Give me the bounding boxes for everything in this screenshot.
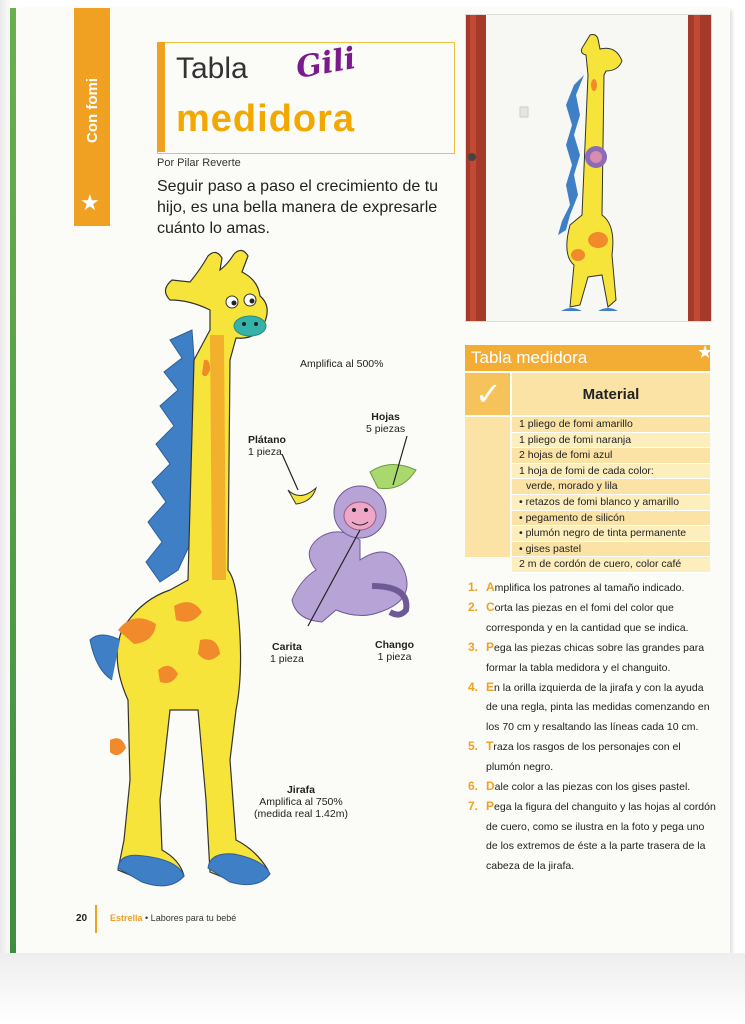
jirafa-label [254, 784, 348, 820]
footer-section: • Labores para tu bebé [142, 913, 237, 923]
jirafa-line-2: (medida real 1.42m) [254, 808, 348, 820]
title-accent-bar [157, 42, 165, 152]
material-item: 1 pliego de fomi amarillo [512, 417, 710, 433]
jirafa-name: Jirafa [286, 784, 315, 796]
step-item [468, 578, 718, 598]
title-line-2: medidora [176, 98, 356, 140]
step-text: n la orilla izquierda de la jirafa y con la ayuda de una regla, pinta las medidas comenzando en los 70 cm y resaltando las líneas cada 10 cm. [486, 682, 710, 733]
step-item [468, 638, 718, 678]
step-text: ega la figura del changuito y las hojas al cordón de cuero, como se ilustra en la foto y pega uno de los extremos de éste a la parte trasera de la cabeza de la jirafa. [486, 801, 716, 872]
step-item [468, 777, 718, 797]
checkmark-icon: ✓ [475, 376, 502, 412]
step-initial: D [486, 779, 495, 794]
star-icon: ★ [697, 342, 714, 362]
material-item: • pegamento de silicón [512, 511, 710, 527]
platano-qty: 1 pieza [248, 446, 282, 458]
banana-piece [288, 488, 316, 504]
chango-name: Chango [375, 639, 415, 651]
step-number: 4. [468, 680, 479, 695]
chango-label [375, 639, 414, 663]
giraffe-spot [110, 738, 126, 755]
material-header: Tabla medidora [465, 345, 710, 371]
giraffe-hoof [208, 854, 270, 885]
material-item: • retazos de fomi blanco y amarillo [512, 495, 710, 511]
footer-text [110, 913, 236, 923]
monkey-face [344, 502, 376, 530]
platano-label [248, 434, 286, 458]
hojas-name: Hojas [371, 411, 400, 423]
material-item: 1 pliego de fomi naranja [512, 433, 710, 449]
hojas-label [366, 411, 405, 435]
carita-name: Carita [272, 641, 302, 653]
giraffe-photo [465, 14, 712, 322]
material-item: 2 hojas de fomi azul [512, 448, 710, 464]
material-item: • plumón negro de tinta permanente [512, 526, 710, 542]
title-line-1: Tabla [176, 52, 248, 85]
amplify-label: Amplifica al 500% [300, 358, 384, 370]
hojas-qty: 5 piezas [366, 423, 406, 435]
material-item: • gises pastel [512, 542, 710, 558]
giraffe-ruler [210, 335, 226, 580]
step-text: orta las piezas en el fomi del color que corresponda y en la cantidad que se indica. [486, 602, 689, 634]
instruction-steps [468, 578, 718, 876]
material-item: 1 hoja de fomi de cada color: [512, 464, 710, 480]
carita-label [270, 641, 304, 665]
material-title: Material [582, 386, 640, 403]
step-initial: P [486, 640, 495, 655]
section-tab-label-wrap [74, 40, 110, 180]
platano-name: Plátano [248, 434, 286, 446]
gili-logo: Gili [293, 41, 359, 86]
author-credit: Por Pilar Reverte [157, 157, 241, 169]
material-list [512, 417, 710, 573]
page-number: 20 [76, 913, 88, 924]
material-item: 2 m de cordón de cuero, color café [512, 557, 710, 573]
giraffe-muzzle [234, 316, 266, 336]
step-number: 2. [468, 600, 479, 615]
step-item [468, 797, 718, 876]
step-initial: A [486, 580, 495, 594]
intro-text: Seguir paso a paso el crecimiento de tu hijo, es una bella manera de expresarle cuánto lo amas. [157, 178, 439, 237]
footer-brand: Estrella [110, 913, 143, 923]
page-edge-stripe [10, 8, 16, 953]
step-number: 7. [468, 799, 479, 814]
step-text: raza los rasgos de los personajes con el plumón negro. [486, 741, 681, 773]
carita-qty: 1 pieza [270, 653, 304, 665]
step-item [468, 737, 718, 777]
step-initial: C [486, 600, 495, 615]
step-initial: T [486, 739, 494, 754]
jirafa-line-1: Amplifica al 750% [259, 796, 343, 808]
step-initial: E [486, 680, 495, 695]
step-text: mplifica los patrones al tamaño indicado. [494, 582, 685, 594]
step-number: 5. [468, 739, 479, 754]
chango-qty: 1 pieza [377, 651, 412, 663]
section-tab-label: Con fomi [83, 77, 101, 143]
giraffe-photo-illustration [466, 15, 711, 321]
footer-accent-bar [95, 905, 97, 933]
monkey-piece [292, 486, 407, 622]
step-item [468, 598, 718, 638]
step-text: ega las piezas chicas sobre las grandes para formar la tabla medidora y el changuito. [486, 642, 705, 674]
step-initial: P [486, 799, 495, 814]
step-number: 6. [468, 779, 479, 794]
scan-shadow [0, 953, 745, 1024]
star-icon: ★ [80, 190, 100, 215]
step-number: 3. [468, 640, 479, 655]
step-text: ale color a las piezas con los gises pastel. [494, 781, 691, 794]
giraffe-tail [90, 635, 120, 680]
step-item [468, 678, 718, 737]
material-item: verde, morado y lila [512, 479, 710, 495]
step-number: 1. [468, 580, 479, 594]
